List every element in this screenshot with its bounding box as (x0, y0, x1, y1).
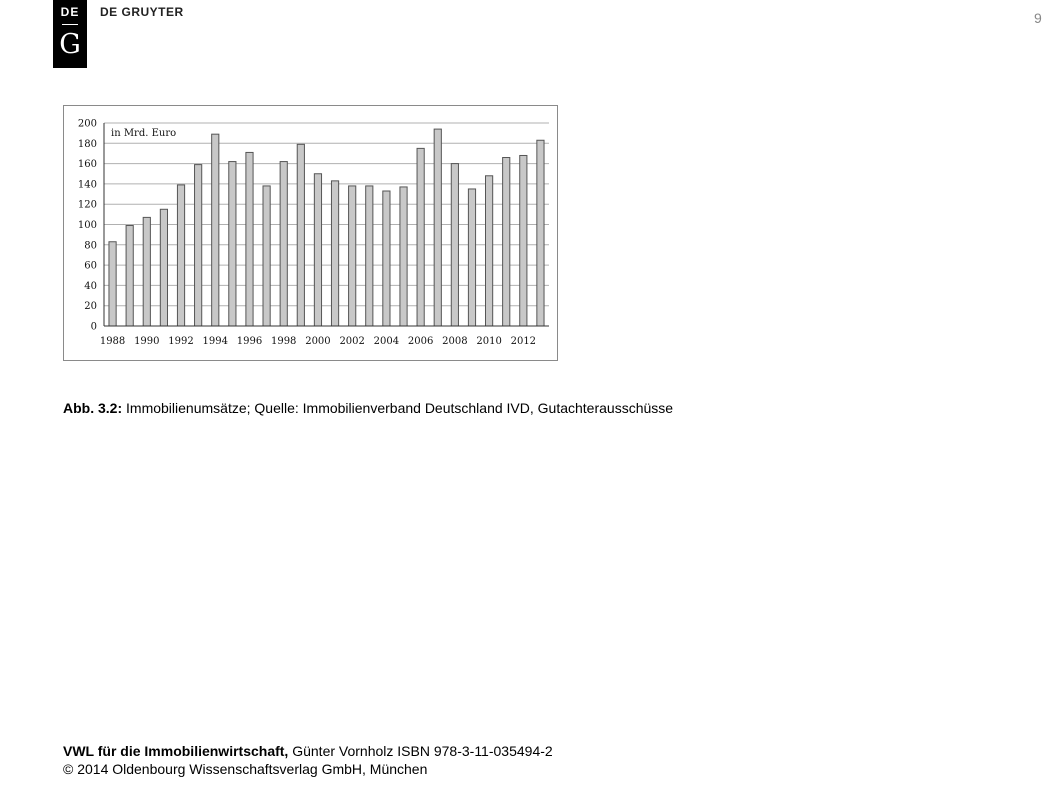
caption-text: Immobilienumsätze; Quelle: Immobilienverband Deutschland IVD, Gutachterausschüsse (122, 400, 674, 416)
x-tick-label-2002: 2002 (339, 336, 365, 347)
caption-label: Abb. 3.2: (63, 400, 123, 416)
bar-2011 (503, 158, 510, 326)
bar-chart (64, 106, 557, 360)
bar-1992 (177, 185, 184, 326)
logo-divider (62, 24, 78, 25)
bar-2006 (417, 148, 424, 326)
footer (63, 742, 553, 778)
y-tick-label-140: 140 (77, 179, 97, 191)
y-tick-label-20: 20 (84, 301, 97, 313)
grid-layer (104, 123, 549, 326)
x-tick-label-2004: 2004 (373, 336, 400, 347)
y-tick-label-60: 60 (84, 260, 97, 272)
footer-book-title: VWL für die Immobilienwirtschaft, (63, 743, 289, 759)
footer-book-info: Günter Vornholz ISBN 978-3-11-035494-2 (288, 743, 553, 759)
x-tick-label-1996: 1996 (236, 336, 263, 347)
bar-2013 (537, 140, 544, 326)
x-tick-label-2012: 2012 (510, 336, 537, 347)
y-tick-label-180: 180 (77, 138, 97, 150)
bar-1994 (212, 134, 219, 326)
x-tick-label-2008: 2008 (442, 336, 468, 347)
x-tick-label-2010: 2010 (476, 336, 502, 347)
figure-caption (63, 400, 673, 416)
y-tick-label-40: 40 (84, 280, 97, 292)
bar-2003 (366, 186, 373, 326)
footer-citation (63, 742, 553, 760)
logo-de-text: DE (60, 5, 80, 19)
x-tick-label-2006: 2006 (407, 336, 434, 347)
y-tick-label-160: 160 (77, 159, 97, 171)
y-tick-label-100: 100 (77, 220, 97, 231)
x-tick-label-1992: 1992 (168, 336, 194, 347)
x-tick-label-2000: 2000 (305, 336, 331, 347)
bar-1993 (195, 165, 202, 326)
logo-g-letter: G (59, 29, 81, 60)
bar-2008 (451, 164, 458, 326)
figure-frame (63, 105, 558, 361)
bar-2009 (468, 189, 475, 326)
bar-2007 (434, 129, 441, 326)
bar-1991 (160, 209, 167, 326)
bar-1996 (246, 152, 253, 326)
bar-2000 (314, 174, 321, 326)
bar-2005 (400, 187, 407, 326)
bar-1995 (229, 162, 236, 326)
page-number: 9 (1034, 10, 1042, 26)
bar-2012 (520, 155, 527, 326)
bars-layer (109, 129, 544, 326)
bar-1988 (109, 242, 116, 326)
bar-1989 (126, 226, 133, 326)
unit-label: in Mrd. Euro (111, 128, 177, 139)
x-tick-label-1998: 1998 (270, 336, 297, 347)
y-tick-label-0: 0 (90, 321, 97, 333)
bar-1997 (263, 186, 270, 326)
bar-1990 (143, 217, 150, 326)
x-tick-label-1990: 1990 (134, 336, 160, 347)
y-tick-label-80: 80 (84, 240, 97, 252)
bar-1999 (297, 144, 304, 326)
bar-2010 (486, 176, 493, 326)
y-tick-label-200: 200 (77, 118, 97, 130)
bar-2004 (383, 191, 390, 326)
de-gruyter-logo (53, 0, 87, 68)
bar-1998 (280, 162, 287, 326)
publisher-name: DE GRUYTER (100, 5, 184, 19)
x-tick-label-1994: 1994 (202, 336, 228, 347)
bar-2001 (331, 181, 338, 326)
y-tick-label-120: 120 (77, 199, 97, 211)
bar-2002 (349, 186, 356, 326)
x-tick-label-1988: 1988 (99, 336, 126, 347)
footer-copyright: © 2014 Oldenbourg Wissenschaftsverlag GmbH, München (63, 761, 428, 777)
